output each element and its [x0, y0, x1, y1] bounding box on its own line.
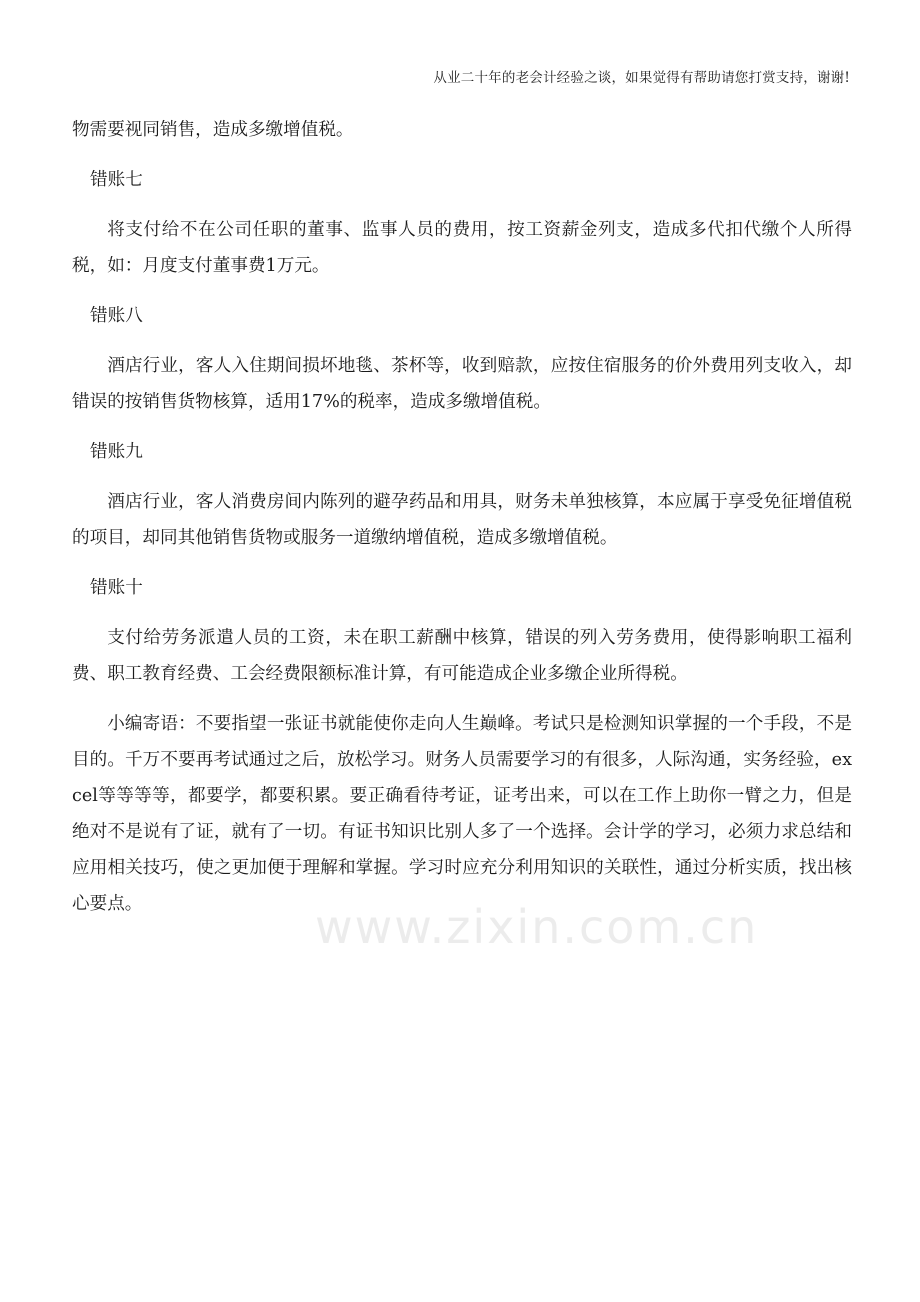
header-note: 从业二十年的老会计经验之谈，如果觉得有帮助请您打赏支持，谢谢! — [433, 70, 850, 86]
document-body — [72, 112, 852, 936]
section-error-7 — [72, 162, 852, 284]
section-paragraph: 酒店行业，客人入住期间损坏地毯、茶杯等，收到赔款，应按住宿服务的价外费用列支收入，却错误的按销售货物核算，适用17%的税率，造成多缴增值税。 — [72, 356, 852, 412]
section-title: 错账八 — [90, 306, 143, 326]
section-paragraph: 酒店行业，客人消费房间内陈列的避孕药品和用具，财务未单独核算，本应属于享受免征增值税的项目，却同其他销售货物或服务一道缴纳增值税，造成多缴增值税。 — [72, 492, 852, 548]
editor-note-paragraph: 小编寄语：不要指望一张证书就能使你走向人生巅峰。考试只是检测知识掌握的一个手段，不是目的。千万不要再考试通过之后，放松学习。财务人员需要学习的有很多，人际沟通，实务经验，excel等等等等，都要学，都要积累。要正确看待考证，证考出来，可以在工作上助你一臂之力，但是绝对不是说有了证，就有了一切。有证书知识比别人多了一个选择。会计学的学习，必须力求总结和应用相关技巧，使之更加便于理解和掌握。学习时应充分利用知识的关联性，通过分析实质，找出核心要点。 — [72, 714, 852, 914]
section-error-10 — [72, 570, 852, 692]
section-error-8 — [72, 298, 852, 420]
watermark: www.zixin.com.cn — [315, 900, 759, 954]
section-error-9 — [72, 434, 852, 556]
intro-paragraph-tail: 物需要视同销售，造成多缴增值税。 — [72, 120, 354, 140]
section-title: 错账十 — [90, 578, 143, 598]
section-title: 错账九 — [90, 442, 143, 462]
section-title: 错账七 — [90, 170, 143, 190]
section-paragraph: 将支付给不在公司任职的董事、监事人员的费用，按工资薪金列支，造成多代扣代缴个人所得税，如：月度支付董事费1万元。 — [72, 220, 852, 276]
section-paragraph: 支付给劳务派遣人员的工资，未在职工薪酬中核算，错误的列入劳务费用，使得影响职工福利费、职工教育经费、工会经费限额标准计算，有可能造成企业多缴企业所得税。 — [72, 628, 852, 684]
